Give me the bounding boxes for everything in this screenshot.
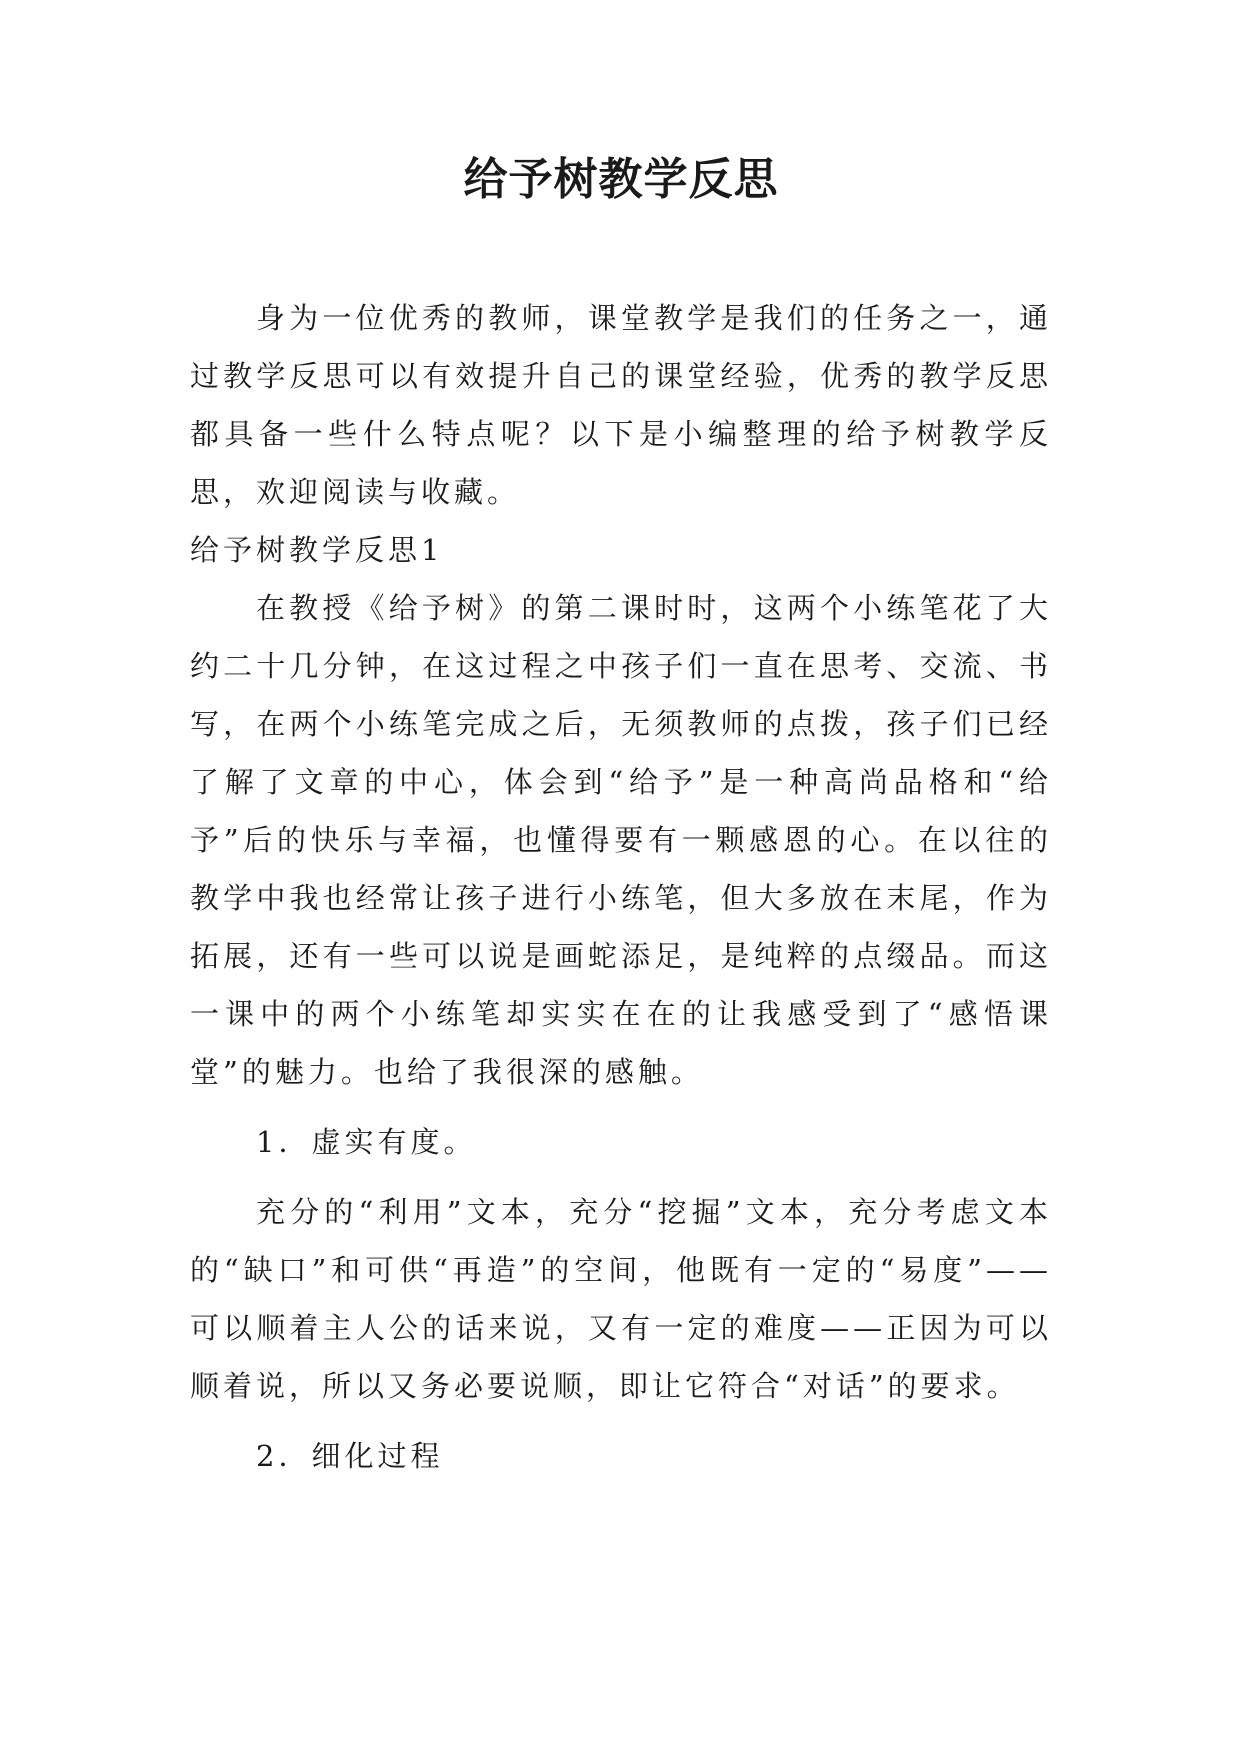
document-title: 给予树教学反思: [463, 154, 779, 205]
section-heading: 给予树教学反思1: [190, 533, 444, 567]
point-title: 1．虚实有度。: [256, 1125, 477, 1159]
point-paragraph: 充分的“利用”文本，充分“挖掘”文本，充分考虑文本的“缺口”和可供“再造”的空间，他既有一定的“易度”——可以顺着主人公的话来说，又有一定的难度——正因为可以顺着说，所以又务必要说顺，即让它符合“对话”的要求。: [190, 1195, 1052, 1403]
intro-paragraph: 身为一位优秀的教师，课堂教学是我们的任务之一，通过教学反思可以有效提升自己的课堂经验，优秀的教学反思都具备一些什么特点呢？以下是小编整理的给予树教学反思，欢迎阅读与收藏。: [190, 301, 1052, 509]
document-body: [190, 289, 1052, 1485]
point-title: 2．细化过程: [256, 1439, 444, 1473]
section-paragraph: 在教授《给予树》的第二课时时，这两个小练笔花了大约二十几分钟，在这过程之中孩子们一直在思考、交流、书写，在两个小练笔完成之后，无须教师的点拨，孩子们已经了解了文章的中心，体会到“给予”是一种高尚品格和“给予”后的快乐与幸福，也懂得要有一颗感恩的心。在以往的教学中我也经常让孩子进行小练笔，但大多放在末尾，作为拓展，还有一些可以说是画蛇添足，是纯粹的点缀品。而这一课中的两个小练笔却实实在在的让我感受到了“感悟课堂”的魅力。也给了我很深的感触。: [190, 591, 1052, 1089]
